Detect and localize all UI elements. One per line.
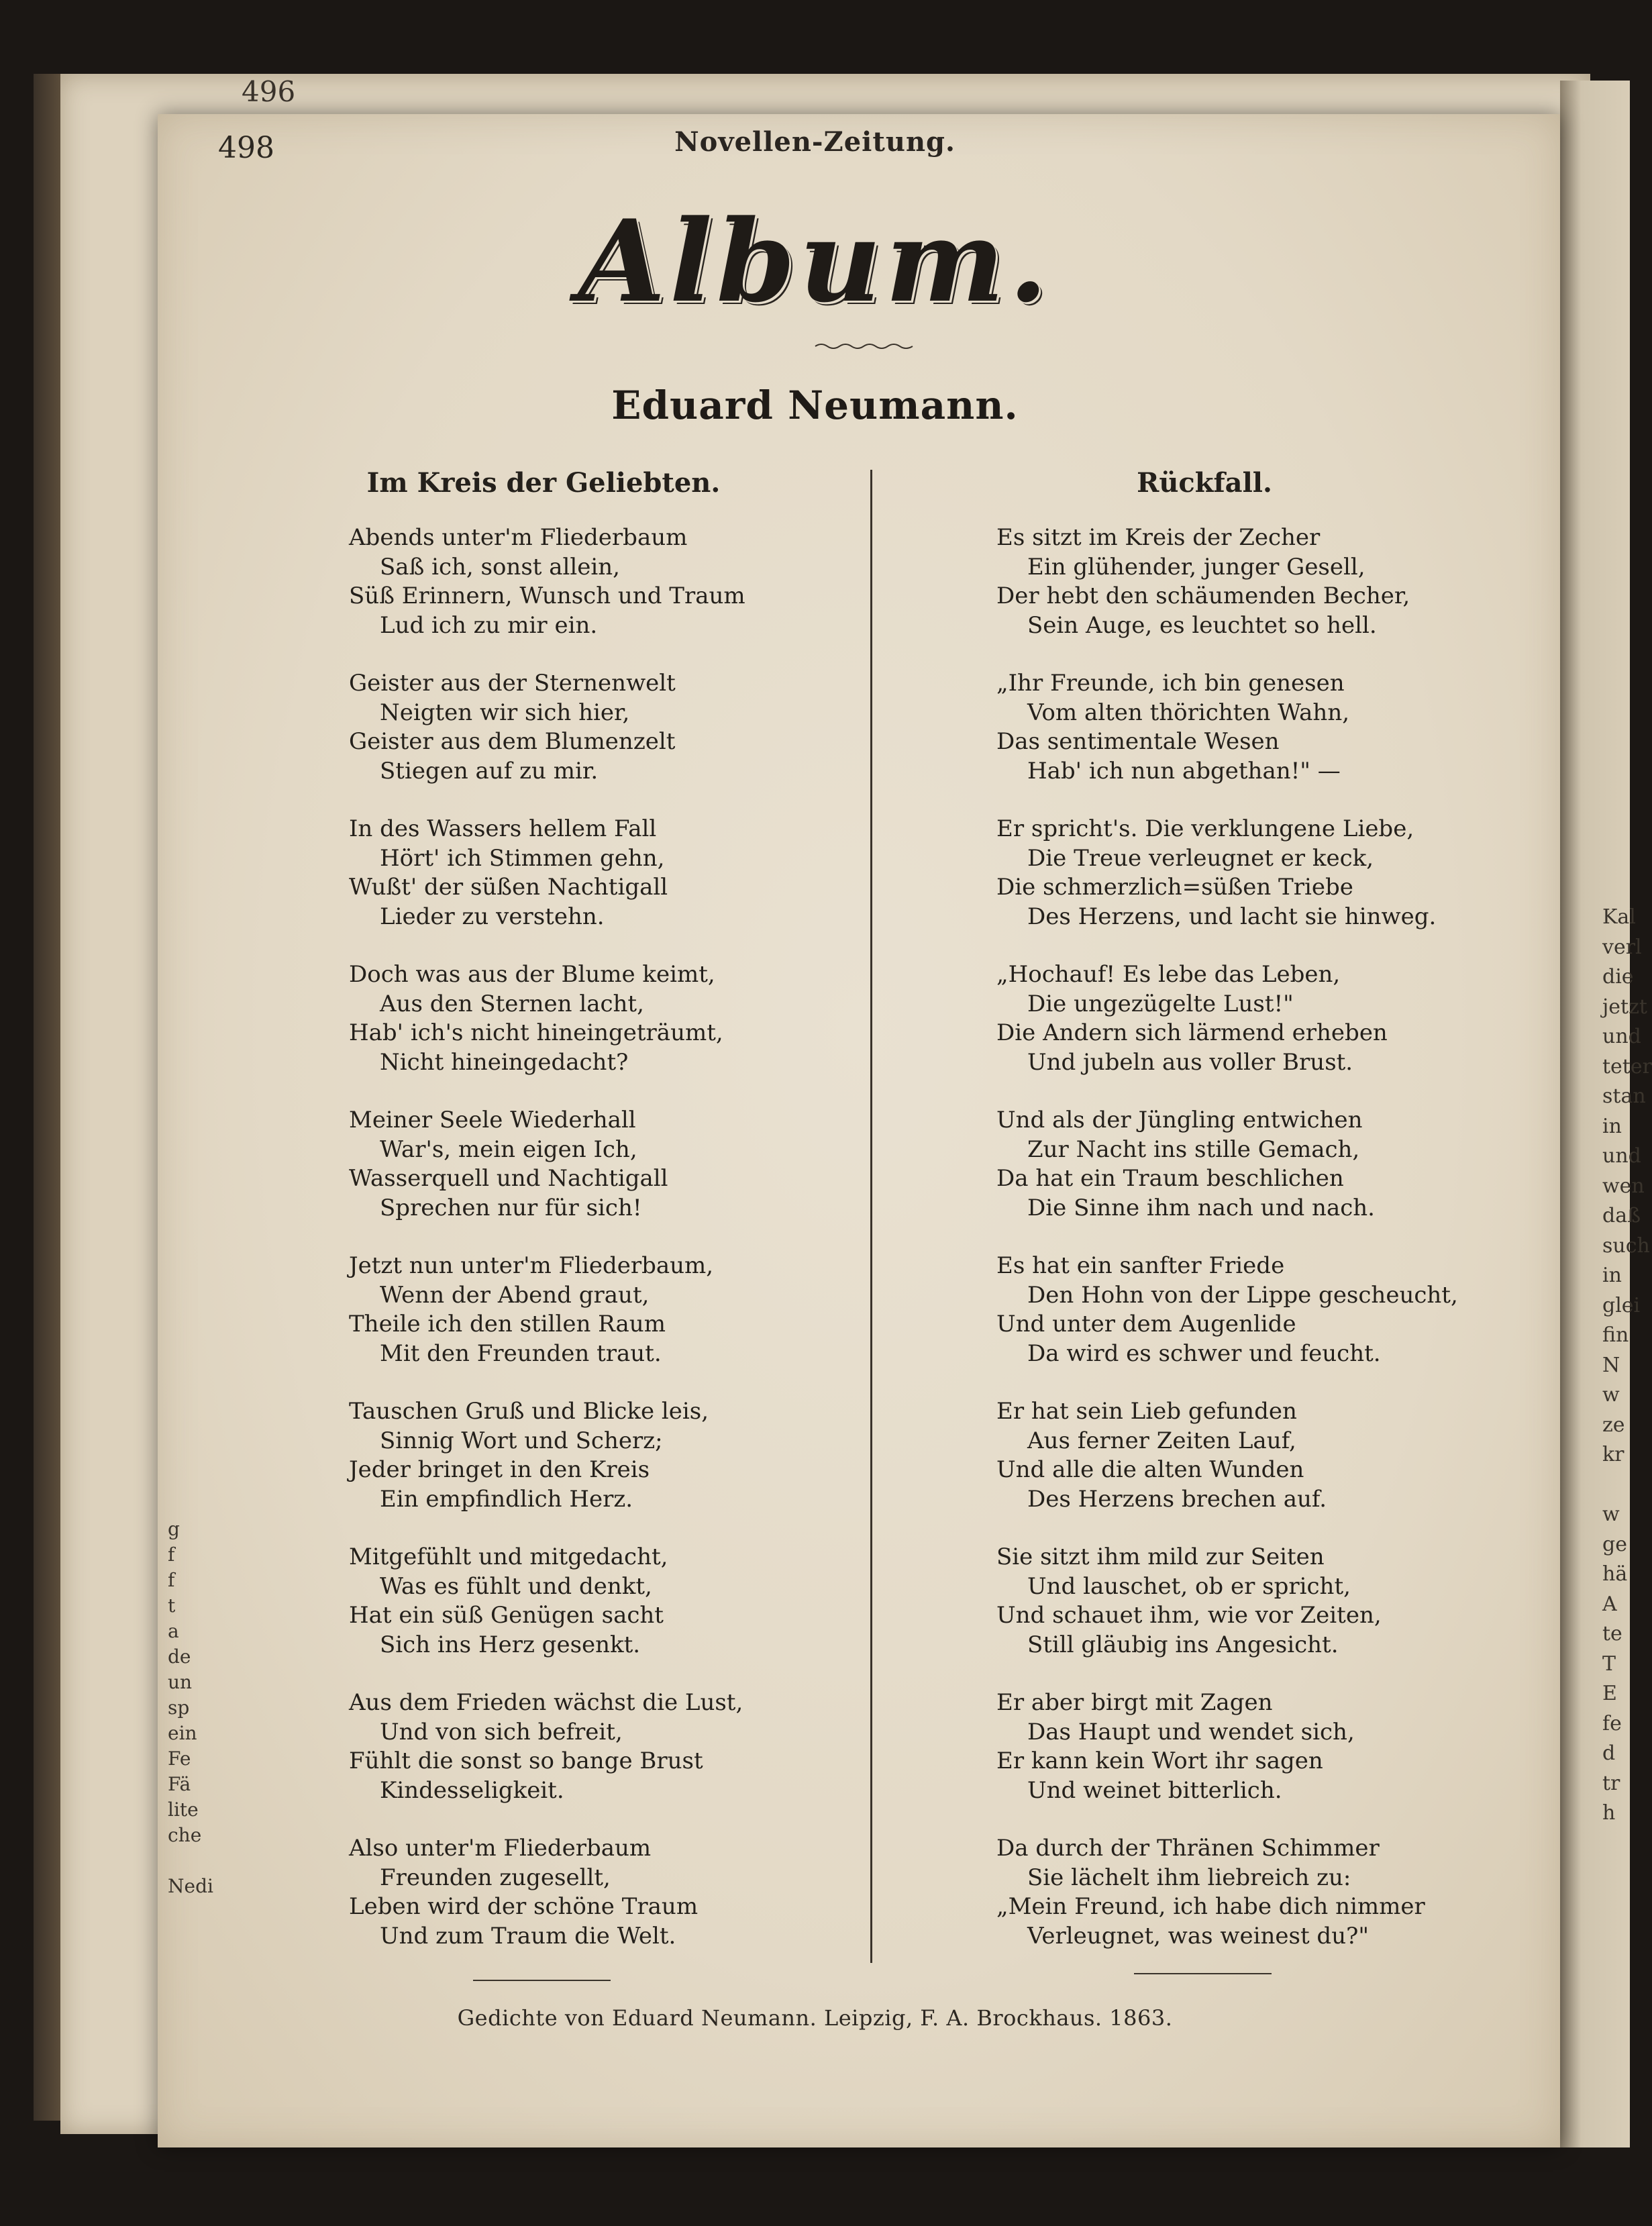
poem-line: Aus den Sternen lacht, bbox=[380, 990, 644, 1017]
poem-column-right bbox=[996, 463, 1506, 1980]
poem-line: Sein Auge, es leuchtet so hell. bbox=[1027, 611, 1377, 639]
stanza bbox=[349, 815, 859, 931]
poem-line: Abends unter'm Fliederbaum bbox=[349, 524, 688, 551]
margin-text-fragment: f bbox=[168, 1544, 175, 1566]
facing-text-fragment: fe bbox=[1602, 1711, 1622, 1735]
facing-text-fragment: kr bbox=[1602, 1443, 1624, 1466]
margin-text-fragment: Fe bbox=[168, 1748, 191, 1770]
margin-text-fragment: che bbox=[168, 1824, 202, 1846]
facing-text-fragment: fin bbox=[1602, 1323, 1629, 1347]
poem-line: Kindesseligkeit. bbox=[380, 1776, 564, 1804]
poem-line: „Mein Freund, ich habe dich nimmer bbox=[996, 1893, 1425, 1920]
poem-line: Die Andern sich lärmend erheben bbox=[996, 1019, 1388, 1046]
poem-line: Sprechen nur für sich! bbox=[380, 1194, 642, 1221]
facing-text-fragment: Kal bbox=[1602, 905, 1636, 929]
poem-line: Und von sich befreit, bbox=[380, 1718, 623, 1746]
poem-line: Sinnig Wort und Scherz; bbox=[380, 1427, 663, 1454]
poem-line: Die Treue verleugnet er keck, bbox=[1027, 844, 1374, 872]
facing-text-fragment: die bbox=[1602, 965, 1634, 989]
stanza bbox=[996, 1834, 1506, 1951]
poem-line: Da hat ein Traum beschlichen bbox=[996, 1165, 1344, 1192]
facing-text-fragment: glei bbox=[1602, 1293, 1641, 1317]
poem-line: Sie sitzt ihm mild zur Seiten bbox=[996, 1544, 1325, 1570]
poem-column-left bbox=[349, 463, 859, 1980]
poem-line: Und zum Traum die Welt. bbox=[380, 1922, 676, 1950]
facing-text-fragment: w bbox=[1602, 1503, 1620, 1526]
poem-line: Ein empfindlich Herz. bbox=[380, 1485, 633, 1513]
facing-text-fragment: tr bbox=[1602, 1771, 1620, 1795]
poem-line: War's, mein eigen Ich, bbox=[380, 1135, 637, 1163]
stanza bbox=[996, 960, 1506, 1077]
facing-text-fragment bbox=[1602, 1470, 1630, 1501]
poem-line: Er kann kein Wort ihr sagen bbox=[996, 1748, 1323, 1774]
poem-line: Lieder zu verstehn. bbox=[380, 903, 605, 930]
poem-line: Es sitzt im Kreis der Zecher bbox=[996, 524, 1321, 551]
poem-line: Hab' ich nun abgethan!" — bbox=[1027, 757, 1341, 785]
poem-line: Also unter'm Fliederbaum bbox=[349, 1835, 652, 1862]
poem-line: Geister aus dem Blumenzelt bbox=[349, 728, 676, 755]
poem-line: Mit den Freunden traut. bbox=[380, 1339, 662, 1367]
stanza bbox=[996, 1106, 1506, 1223]
column-divider bbox=[870, 470, 872, 1963]
running-head: Novellen-Zeitung. bbox=[674, 126, 956, 158]
facing-text-fragment: wen bbox=[1602, 1174, 1645, 1198]
poem-line: Jetzt nun unter'm Fliederbaum, bbox=[349, 1252, 714, 1279]
left-margin-fragments bbox=[168, 1517, 213, 1899]
poem-line: Hab' ich's nicht hineingeträumt, bbox=[349, 1019, 723, 1046]
ornament-divider bbox=[815, 342, 913, 350]
poem-line: Da wird es schwer und feucht. bbox=[1027, 1339, 1381, 1367]
poem-line: Neigten wir sich hier, bbox=[380, 699, 630, 726]
poem-line: Er aber birgt mit Zagen bbox=[996, 1689, 1273, 1716]
poem-line: Wasserquell und Nachtigall bbox=[349, 1165, 668, 1192]
facing-text-fragment: teter bbox=[1602, 1054, 1652, 1078]
poem-line: Vom alten thörichten Wahn, bbox=[1027, 699, 1350, 726]
facing-text-fragment: verl bbox=[1602, 935, 1642, 959]
margin-text-fragment: Fä bbox=[168, 1773, 191, 1795]
facing-page-text bbox=[1602, 903, 1652, 1829]
margin-text-fragment: sp bbox=[168, 1697, 190, 1719]
poem-line: Freunden zugesellt, bbox=[380, 1864, 611, 1891]
margin-text-fragment: g bbox=[168, 1518, 180, 1540]
end-rule-right bbox=[1134, 1973, 1272, 1974]
poem-line: Sie lächelt ihm liebreich zu: bbox=[1027, 1864, 1351, 1891]
facing-text-fragment: T bbox=[1602, 1652, 1616, 1676]
margin-text-fragment: a bbox=[168, 1620, 179, 1642]
margin-text-fragment bbox=[168, 1848, 201, 1874]
poem-line: Theile ich den stillen Raum bbox=[349, 1311, 666, 1337]
margin-text-fragment: de bbox=[168, 1646, 191, 1668]
poem-line: Tauschen Gruß und Blicke leis, bbox=[349, 1398, 709, 1425]
poem-line: Was es fühlt und denkt, bbox=[380, 1572, 652, 1600]
poem-line: Und jubeln aus voller Brust. bbox=[1027, 1048, 1353, 1076]
margin-text-fragment: Nedi bbox=[168, 1875, 213, 1897]
margin-text-fragment: un bbox=[168, 1671, 193, 1693]
poem-line: Mitgefühlt und mitgedacht, bbox=[349, 1544, 668, 1570]
stanza bbox=[349, 960, 859, 1077]
poem-line: Die Sinne ihm nach und nach. bbox=[1027, 1194, 1375, 1221]
facing-text-fragment: in bbox=[1602, 1114, 1622, 1138]
poem-line: Stiegen auf zu mir. bbox=[380, 757, 599, 785]
facing-text-fragment: und bbox=[1602, 1144, 1641, 1168]
poem-line: Saß ich, sonst allein, bbox=[380, 553, 620, 580]
poem-line: Meiner Seele Wiederhall bbox=[349, 1107, 636, 1133]
poem-line: Lud ich zu mir ein. bbox=[380, 611, 598, 639]
facing-text-fragment: stan bbox=[1602, 1084, 1646, 1108]
poem-line: Das Haupt und wendet sich, bbox=[1027, 1718, 1355, 1746]
facing-text-fragment: E bbox=[1602, 1682, 1617, 1705]
poem-line: Hört' ich Stimmen gehn, bbox=[380, 844, 665, 872]
stanza bbox=[349, 523, 859, 640]
underlying-page-number: 496 bbox=[242, 75, 296, 108]
poem-line: Still gläubig ins Angesicht. bbox=[1027, 1631, 1339, 1658]
stanza bbox=[349, 1834, 859, 1951]
poem-line: Fühlt die sonst so bange Brust bbox=[349, 1748, 703, 1774]
margin-text-fragment: lite bbox=[168, 1799, 199, 1821]
facing-text-fragment: such bbox=[1602, 1233, 1650, 1258]
facing-text-fragment: te bbox=[1602, 1622, 1622, 1646]
facing-text-fragment: w bbox=[1602, 1383, 1620, 1407]
poem-line: Nicht hineingedacht? bbox=[380, 1048, 629, 1076]
facing-text-fragment: N bbox=[1602, 1353, 1620, 1377]
facing-text-fragment: daß bbox=[1602, 1204, 1641, 1227]
poem-title: Rückfall. bbox=[1137, 467, 1272, 499]
stanza bbox=[996, 815, 1506, 931]
poem-line: Und schauet ihm, wie vor Zeiten, bbox=[996, 1602, 1382, 1629]
poem-title: Im Kreis der Geliebten. bbox=[366, 467, 721, 499]
facing-text-fragment: in bbox=[1602, 1264, 1622, 1287]
poem-line: Doch was aus der Blume keimt, bbox=[349, 961, 715, 988]
poem-line: „Ihr Freunde, ich bin genesen bbox=[996, 670, 1345, 697]
margin-text-fragment: ein bbox=[168, 1722, 197, 1744]
poem-line: Wußt' der süßen Nachtigall bbox=[349, 874, 668, 901]
poem-line: Hat ein süß Genügen sacht bbox=[349, 1602, 664, 1629]
facing-text-fragment: und bbox=[1602, 1025, 1641, 1048]
page-number: 498 bbox=[218, 131, 274, 165]
margin-text-fragment: t bbox=[168, 1595, 176, 1617]
poem-line: Den Hohn von der Lippe gescheucht, bbox=[1027, 1281, 1458, 1309]
poem-line: Und alle die alten Wunden bbox=[996, 1456, 1304, 1483]
poem-line: Es hat ein sanfter Friede bbox=[996, 1252, 1285, 1279]
poem-line: Jeder bringet in den Kreis bbox=[349, 1456, 650, 1483]
poem-line: Er hat sein Lieb gefunden bbox=[996, 1398, 1297, 1425]
stanza bbox=[349, 1252, 859, 1368]
poem-line: Sich ins Herz gesenkt. bbox=[380, 1631, 641, 1658]
stanza bbox=[996, 1543, 1506, 1660]
facing-text-fragment: h bbox=[1602, 1801, 1616, 1825]
poem-line: Des Herzens brechen auf. bbox=[1027, 1485, 1327, 1513]
stanza bbox=[996, 1397, 1506, 1514]
poem-line: Und als der Jüngling entwichen bbox=[996, 1107, 1363, 1133]
poem-line: „Hochauf! Es lebe das Leben, bbox=[996, 961, 1341, 988]
poem-line: Aus dem Frieden wächst die Lust, bbox=[349, 1689, 743, 1716]
page-title: Album. bbox=[578, 195, 1052, 327]
stanza bbox=[349, 1106, 859, 1223]
poem-line: Da durch der Thränen Schimmer bbox=[996, 1835, 1380, 1862]
poem-line: Und lauschet, ob er spricht, bbox=[1027, 1572, 1351, 1600]
stanza bbox=[996, 1252, 1506, 1368]
stanza bbox=[996, 523, 1506, 640]
author-heading: Eduard Neumann. bbox=[611, 383, 1019, 428]
poem-line: Die ungezügelte Lust!" bbox=[1027, 990, 1294, 1017]
facing-text-fragment: A bbox=[1602, 1592, 1617, 1616]
citation-footer: Gedichte von Eduard Neumann. Leipzig, F. A. Brockhaus. 1863. bbox=[457, 2005, 1173, 2031]
poem-line: Geister aus der Sternenwelt bbox=[349, 670, 676, 697]
poem-line: Er spricht's. Die verklungene Liebe, bbox=[996, 815, 1414, 842]
stanza bbox=[349, 1543, 859, 1660]
stanza bbox=[349, 1397, 859, 1514]
facing-text-fragment: d bbox=[1602, 1741, 1616, 1765]
poem-line: Die schmerzlich=süßen Triebe bbox=[996, 874, 1353, 901]
poem-line: Süß Erinnern, Wunsch und Traum bbox=[349, 583, 745, 609]
poem-line: Des Herzens, und lacht sie hinweg. bbox=[1027, 903, 1437, 930]
poem-line: Verleugnet, was weinest du?" bbox=[1027, 1922, 1369, 1950]
stanza bbox=[349, 1688, 859, 1805]
poem-line: Leben wird der schöne Traum bbox=[349, 1893, 699, 1920]
poem-line: In des Wassers hellem Fall bbox=[349, 815, 657, 842]
end-rule-left bbox=[473, 1980, 611, 1981]
poem-line: Das sentimentale Wesen bbox=[996, 728, 1280, 755]
poem-line: Wenn der Abend graut, bbox=[380, 1281, 650, 1309]
poem-line: Der hebt den schäumenden Becher, bbox=[996, 583, 1410, 609]
stanza bbox=[996, 1688, 1506, 1805]
facing-text-fragment: ge bbox=[1602, 1532, 1627, 1556]
margin-text-fragment: f bbox=[168, 1569, 175, 1591]
stanza bbox=[996, 669, 1506, 786]
poem-line: Zur Nacht ins stille Gemach, bbox=[1027, 1135, 1360, 1163]
facing-text-fragment: hä bbox=[1602, 1562, 1628, 1586]
stanza bbox=[349, 669, 859, 786]
facing-text-fragment: jetzt bbox=[1602, 995, 1647, 1019]
poem-line: Und unter dem Augenlide bbox=[996, 1311, 1296, 1337]
poem-line: Ein glühender, junger Gesell, bbox=[1027, 553, 1365, 580]
poem-line: Und weinet bitterlich. bbox=[1027, 1776, 1282, 1804]
facing-text-fragment: ze bbox=[1602, 1413, 1625, 1437]
poem-line: Aus ferner Zeiten Lauf, bbox=[1027, 1427, 1296, 1454]
